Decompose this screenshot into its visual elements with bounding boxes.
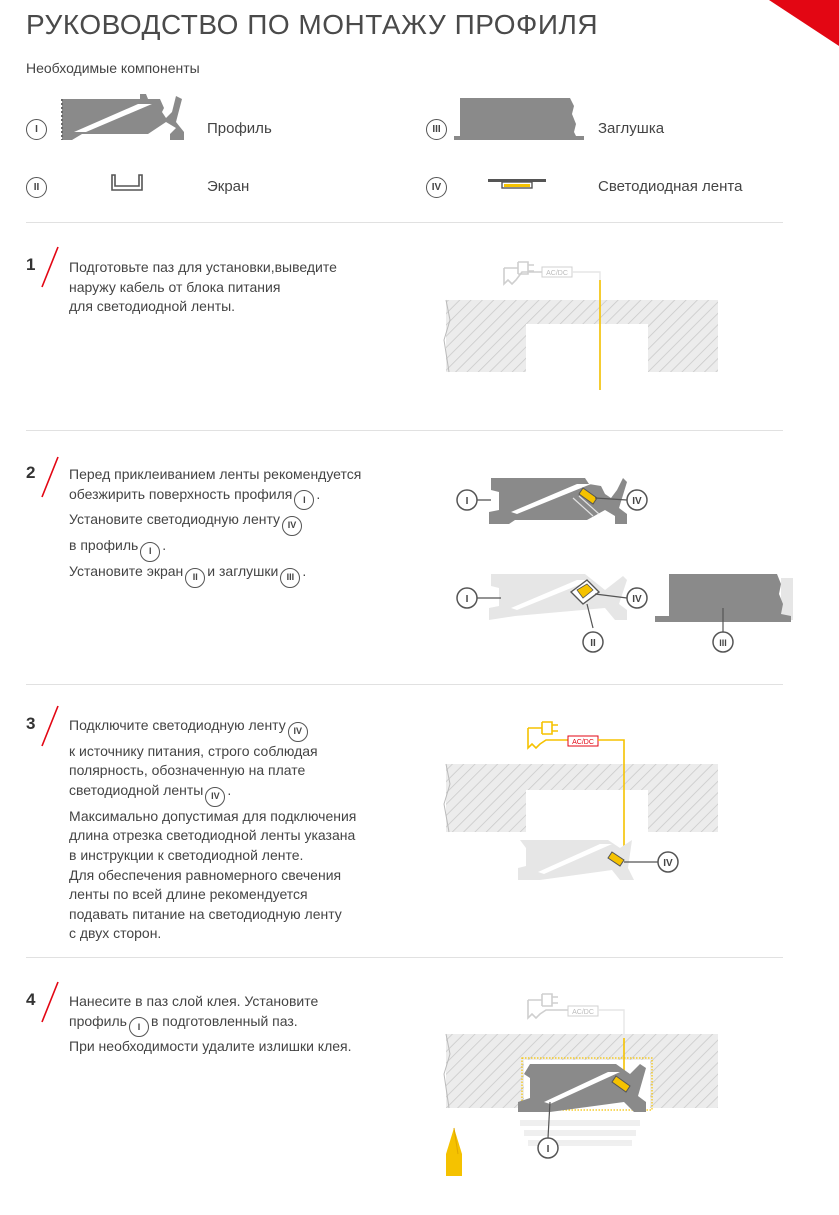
led-strip-icon [488,178,546,192]
badge-ii: II [26,177,47,198]
step-3-diagram [440,708,720,898]
badge-iii: III [426,119,447,140]
step-3-text: Подключите светодиодную ленту IV к источнику питания, строго соблюдая полярность, обозначенную на плате светодиодной ленты IV . Максимально допустимая для подключения длина отрезка светодиодной ленты указана в инструкции к светодиодной ленте. Для обеспечения равномерного свечения ленты по всей длине рекомендуется подавать питание на светодиодную ленту с двух сторон. [69,717,357,942]
inline-badge-ii: II [185,568,205,588]
badge-iv: IV [426,177,447,198]
svg-text:AC/DC: AC/DC [572,739,594,746]
component-label-end-cap: Заглушка [598,120,665,137]
inline-badge-i: I [294,490,314,510]
inline-badge-iv: IV [205,787,225,807]
inline-badge-i: I [129,1017,149,1037]
end-cap-icon [452,96,586,142]
inline-badge-iii: III [280,568,300,588]
step-4-number: 4 [26,990,36,1009]
screen-icon [110,173,144,191]
step-slash-icon [38,980,64,1024]
badge-i: I [26,119,47,140]
divider [26,222,783,223]
step-1-number: 1 [26,255,36,274]
svg-text:I: I [465,496,469,507]
divider [26,430,783,431]
page-title: РУКОВОДСТВО ПО МОНТАЖУ ПРОФИЛЯ [26,9,599,40]
step-4-text: Нанесите в паз слой клея. Установите профиль I в подготовленный паз. При необходимости удалите излишки клея. [69,993,352,1055]
step-2-text: Перед приклеиванием ленты рекомендуется обезжирить поверхность профиля I . Установите светодиодную ленту IV в профиль I . Установите экран II и заглушки III . [69,465,361,588]
svg-text:I: I [465,594,469,605]
svg-text:IV: IV [632,594,642,605]
corner-triangle-icon [769,0,839,46]
profile-icon [60,94,190,142]
svg-text:IV: IV [663,858,673,869]
svg-text:III: III [719,638,727,648]
step-1-diagram [440,240,720,390]
step-3-number: 3 [26,714,36,733]
step-1-text: Подготовьте паз для установки,выведите наружу кабель от блока питания для светодиодной ленты. [69,259,337,315]
inline-badge-iv: IV [288,722,308,742]
svg-text:AC/DC: AC/DC [546,270,568,277]
divider [26,957,783,958]
step-slash-icon [38,704,64,748]
component-label-screen: Экран [207,178,250,195]
component-label-led-strip: Светодиодная лента [598,178,743,195]
step-slash-icon [38,455,64,499]
step-2-diagram [455,468,795,658]
components-heading: Необходимые компоненты [26,60,200,76]
step-4-diagram [440,978,720,1188]
svg-text:IV: IV [632,496,642,507]
inline-badge-iv: IV [282,516,302,536]
inline-badge-i: I [140,542,160,562]
step-slash-icon [38,245,64,289]
svg-text:II: II [590,638,596,649]
svg-text:AC/DC: AC/DC [572,1009,594,1016]
component-label-profile: Профиль [207,120,272,137]
step-2-number: 2 [26,463,36,482]
divider [26,684,783,685]
svg-text:I: I [546,1144,550,1155]
